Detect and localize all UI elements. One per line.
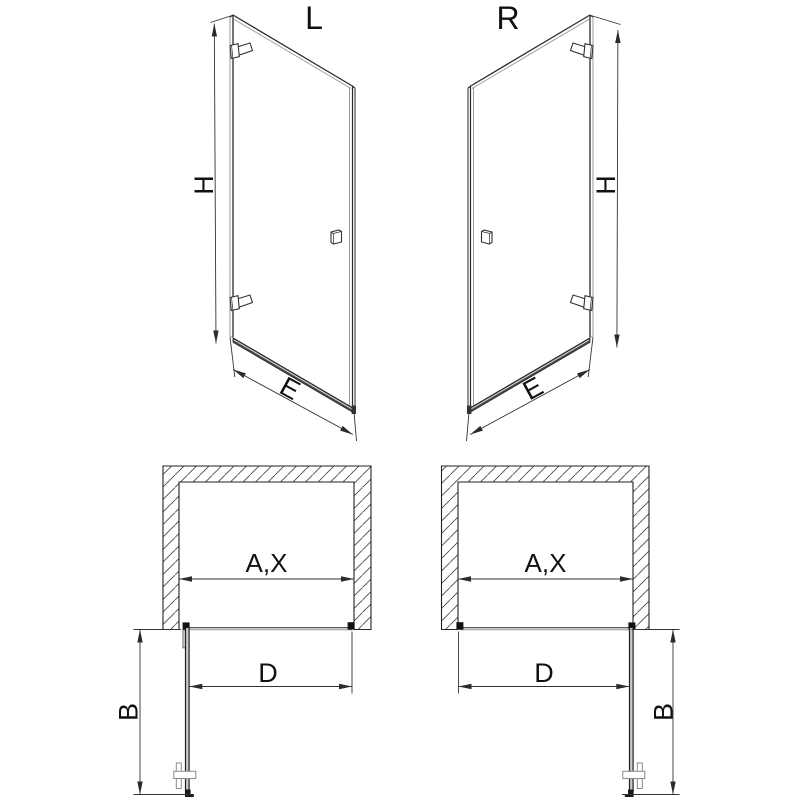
door-end-cap bbox=[185, 790, 194, 798]
hinge-bottom-icon bbox=[571, 295, 594, 311]
depth-dim-label: B bbox=[113, 702, 144, 722]
width-dimension bbox=[230, 337, 357, 441]
hinge-top-icon bbox=[230, 43, 253, 59]
door-end-cap bbox=[625, 790, 634, 798]
hinge-bottom-icon bbox=[230, 295, 253, 311]
wall-profile-icon bbox=[456, 622, 463, 629]
handle-plan-icon bbox=[623, 771, 645, 778]
depth-dim-label: B bbox=[648, 702, 679, 722]
width-dim-label: E bbox=[517, 371, 549, 406]
door-diagram-L bbox=[189, 0, 357, 441]
opening-dim-label: A,X bbox=[524, 548, 567, 578]
opening-dim-label: A,X bbox=[245, 548, 288, 578]
plan-diagram-R bbox=[442, 466, 680, 797]
height-dim-label: H bbox=[189, 175, 219, 195]
variant-label-L: L bbox=[305, 0, 323, 36]
closed-door-icon bbox=[456, 622, 635, 648]
opening-dimension bbox=[458, 548, 633, 579]
open-door-icon bbox=[623, 628, 645, 797]
door-diagram-R bbox=[467, 0, 622, 441]
handle-plan-icon bbox=[174, 771, 196, 778]
open-door-icon bbox=[174, 628, 196, 797]
variant-label-R: R bbox=[496, 0, 520, 36]
plan-diagram-L bbox=[114, 466, 372, 797]
height-dim-label: H bbox=[591, 175, 621, 195]
width-dimension bbox=[467, 337, 594, 441]
door-handle-icon bbox=[331, 230, 342, 244]
height-dimension bbox=[189, 16, 232, 344]
door-handle-icon bbox=[482, 230, 493, 244]
door-width-dimension bbox=[189, 632, 352, 694]
wall-profile-icon bbox=[348, 622, 355, 629]
door-width-dim-label: D bbox=[258, 658, 278, 688]
height-dimension bbox=[591, 16, 621, 348]
hinge-top-icon bbox=[571, 43, 594, 59]
door-width-dimension bbox=[459, 632, 630, 694]
door-width-dim-label: D bbox=[534, 658, 554, 688]
closed-door-icon bbox=[183, 622, 355, 648]
width-dim-label: E bbox=[274, 371, 306, 406]
opening-dimension bbox=[179, 548, 354, 579]
